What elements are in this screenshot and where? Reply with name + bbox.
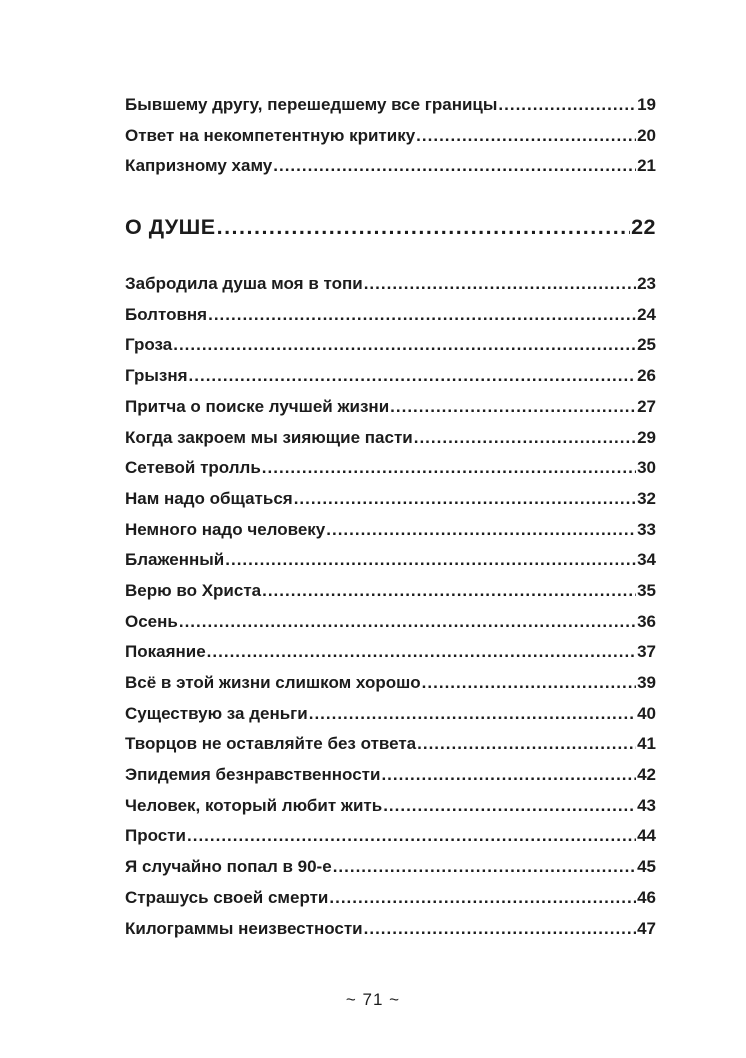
toc-entry-row — [125, 423, 656, 454]
toc-content — [125, 90, 656, 944]
toc-entry-title: Блаженный — [125, 550, 225, 570]
toc-entry-title: Всё в этой жизни слишком хорошо — [125, 673, 421, 692]
toc-dot-leader — [173, 330, 636, 361]
toc-dot-leader — [189, 361, 637, 392]
toc-dot-leader — [422, 668, 636, 699]
toc-entry-row — [125, 821, 656, 852]
toc-dot-leader — [217, 209, 630, 246]
toc-entry-title: Килограммы неизвестности — [125, 918, 363, 938]
toc-entry-page-number: 23 — [637, 274, 656, 294]
toc-entry-page-number: 44 — [637, 826, 656, 846]
toc-dot-leader — [329, 883, 636, 914]
toc-entry-title: Покаяние — [125, 642, 206, 662]
toc-dot-leader — [333, 852, 636, 883]
toc-entry-row — [125, 361, 656, 392]
toc-entry-title: Эпидемия безнравственности — [125, 765, 381, 785]
toc-entry-title: Немного надо человеку — [125, 519, 326, 539]
toc-entry-title: Сетевой тролль — [125, 458, 261, 478]
toc-entry-row — [125, 269, 656, 300]
toc-entry-row — [125, 121, 656, 152]
toc-entry-page-number: 30 — [637, 458, 656, 478]
toc-entry-title: Страшусь своей смерти — [125, 887, 329, 907]
toc-entry-page-number: 40 — [637, 703, 656, 723]
toc-entry-page-number: 42 — [637, 765, 656, 785]
toc-entry-page-number: 37 — [637, 642, 656, 662]
toc-entry-page-number: 21 — [637, 156, 656, 176]
toc-entry-page-number: 36 — [637, 611, 656, 631]
toc-entry-page-number: 19 — [637, 95, 656, 114]
toc-pre-section-list — [125, 90, 656, 182]
toc-entry-row — [125, 392, 656, 423]
toc-entry-page-number: 29 — [637, 427, 656, 447]
toc-entry-row — [125, 90, 656, 121]
toc-entry-page-number: 32 — [637, 488, 656, 508]
toc-dot-leader — [207, 637, 636, 668]
toc-entry-page-number: 45 — [637, 857, 656, 877]
toc-entry-row — [125, 151, 656, 182]
toc-entry-page-number: 33 — [637, 519, 656, 539]
toc-dot-leader — [262, 576, 636, 607]
toc-entry-row — [125, 729, 656, 760]
toc-dot-leader — [262, 453, 636, 484]
toc-entry-page-number: 24 — [637, 304, 656, 324]
toc-entry-page-number: 39 — [637, 673, 656, 692]
toc-dot-leader — [390, 392, 636, 423]
toc-entry-row — [125, 545, 656, 576]
toc-entry-row — [125, 699, 656, 730]
toc-entry-title: Нам надо общаться — [125, 488, 293, 508]
toc-entry-page-number: 26 — [637, 366, 656, 386]
section-heading-page-number: 22 — [631, 215, 656, 240]
toc-entry-title: Бывшему другу, перешедшему все границы — [125, 95, 498, 114]
toc-entry-page-number: 27 — [637, 396, 656, 416]
toc-dot-leader — [294, 484, 636, 515]
toc-dot-leader — [417, 729, 636, 760]
toc-entry-page-number: 20 — [637, 125, 656, 145]
toc-dot-leader — [225, 545, 636, 576]
toc-dot-leader — [179, 607, 636, 638]
toc-dot-leader — [364, 269, 636, 300]
toc-dot-leader — [414, 423, 636, 454]
toc-entry-page-number: 43 — [637, 795, 656, 815]
toc-dot-leader — [416, 121, 636, 152]
toc-entry-row — [125, 760, 656, 791]
toc-dot-leader — [187, 821, 636, 852]
toc-entry-title: Притча о поиске лучшей жизни — [125, 396, 390, 416]
toc-dot-leader — [326, 515, 636, 546]
toc-dot-leader — [498, 90, 636, 121]
toc-dot-leader — [208, 300, 636, 331]
toc-entry-row — [125, 637, 656, 668]
toc-entry-row — [125, 300, 656, 331]
toc-entry-title: Болтовня — [125, 304, 208, 324]
toc-dot-leader — [273, 151, 636, 182]
toc-entry-row — [125, 914, 656, 945]
toc-entry-title: Грызня — [125, 366, 188, 386]
page-footer-number: ~ 71 ~ — [345, 990, 401, 1009]
toc-entry-title: Прости — [125, 826, 186, 846]
toc-entry-row — [125, 576, 656, 607]
toc-entry-title: Забродила душа моя в топи — [125, 274, 363, 294]
toc-entry-title: Когда закроем мы зияющие пасти — [125, 427, 413, 447]
toc-entry-page-number: 25 — [637, 335, 656, 355]
toc-entry-row — [125, 484, 656, 515]
toc-entry-title: Верю во Христа — [125, 580, 262, 600]
toc-entry-row — [125, 515, 656, 546]
toc-entry-title: Существую за деньги — [125, 703, 308, 723]
toc-entry-row — [125, 791, 656, 822]
toc-entry-row — [125, 883, 656, 914]
toc-entry-row — [125, 607, 656, 638]
toc-dot-leader — [381, 760, 636, 791]
section-heading-title: О ДУШЕ — [125, 215, 216, 240]
section-heading-row — [125, 209, 656, 246]
toc-entry-title: Ответ на некомпетентную критику — [125, 125, 416, 145]
toc-entry-list — [125, 269, 656, 944]
toc-entry-title: Я случайно попал в 90-е — [125, 857, 332, 877]
toc-entry-page-number: 41 — [637, 734, 656, 754]
toc-entry-title: Капризному хаму — [125, 156, 273, 176]
toc-entry-title: Творцов не оставляйте без ответа — [125, 734, 417, 754]
toc-dot-leader — [309, 699, 636, 730]
toc-entry-page-number: 46 — [637, 887, 656, 907]
toc-entry-title: Осень — [125, 611, 178, 631]
toc-entry-page-number: 47 — [637, 918, 656, 938]
toc-entry-title: Гроза — [125, 335, 173, 355]
toc-entry-row — [125, 668, 656, 699]
toc-entry-row — [125, 330, 656, 361]
toc-dot-leader — [364, 914, 636, 945]
toc-entry-page-number: 35 — [637, 580, 656, 600]
toc-entry-row — [125, 453, 656, 484]
toc-entry-title: Человек, который любит жить — [125, 795, 383, 815]
toc-entry-row — [125, 852, 656, 883]
toc-dot-leader — [383, 791, 636, 822]
toc-entry-page-number: 34 — [637, 550, 656, 570]
